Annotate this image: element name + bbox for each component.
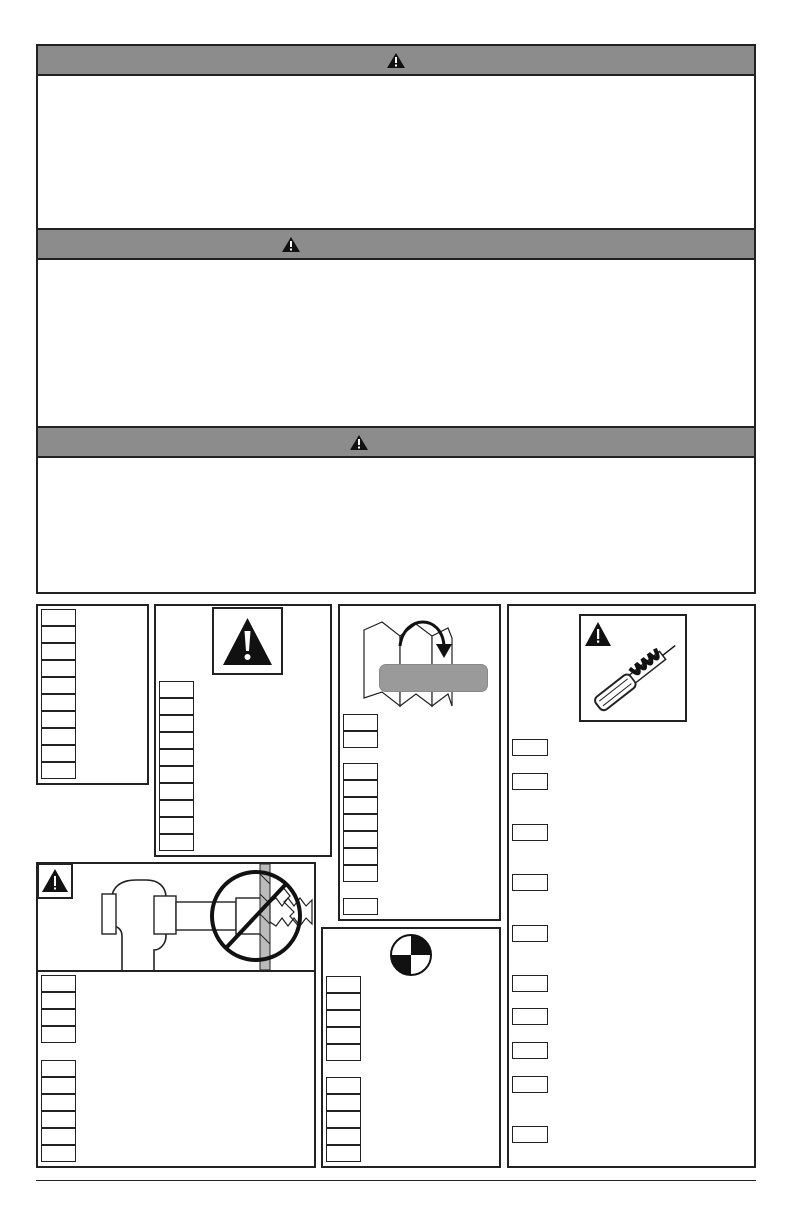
list-item-box	[159, 715, 194, 732]
list-item-box	[326, 993, 361, 1010]
warning-panel-3	[36, 426, 756, 594]
calibration-target-icon	[389, 933, 433, 977]
list-item-box	[343, 731, 378, 748]
list-item-box	[41, 1026, 76, 1043]
list-item-box	[159, 783, 194, 800]
warning-panel-2-header	[38, 230, 754, 260]
list-item-box	[512, 739, 548, 756]
list-item-box	[41, 992, 76, 1009]
list-item-box	[326, 1077, 361, 1094]
list-item-box	[512, 824, 548, 841]
list-item-box	[343, 898, 378, 915]
list-item-box	[41, 1128, 76, 1145]
list-item-box	[159, 817, 194, 834]
tool-illustration-frame	[579, 614, 687, 722]
list-item-box	[41, 1077, 76, 1094]
pipe-fitting-icon	[38, 864, 314, 970]
list-item-box	[512, 1008, 548, 1025]
list-item-box	[343, 797, 378, 814]
list-item-box	[512, 925, 548, 942]
warning-panel-1-header	[38, 46, 754, 76]
list-item-box	[41, 643, 76, 660]
list-item-box	[512, 1042, 548, 1059]
list-item-box	[343, 848, 378, 865]
list-item-box	[159, 766, 194, 783]
manual-booklet-icon	[356, 610, 492, 710]
list-item-box	[41, 711, 76, 728]
list-item-box	[326, 1145, 361, 1162]
list-item-box	[326, 1010, 361, 1027]
list-item-box	[41, 1060, 76, 1077]
footer-rule	[36, 1180, 756, 1181]
list-item-box	[41, 1094, 76, 1111]
list-item-box	[41, 626, 76, 643]
pipe-illustration	[36, 862, 316, 972]
warning-triangle-icon	[281, 236, 301, 253]
list-item-box	[326, 976, 361, 993]
list-item-box	[41, 728, 76, 745]
warning-triangle-icon	[386, 52, 406, 69]
list-item-box	[326, 1111, 361, 1128]
list-item-box	[159, 749, 194, 766]
list-item-box	[159, 698, 194, 715]
warning-sign-frame	[212, 607, 283, 675]
warning-triangle-icon	[349, 434, 369, 451]
warning-panel-3-header	[38, 428, 754, 458]
list-item-box	[41, 609, 76, 626]
warning-panel-1	[36, 44, 756, 230]
list-item-box	[41, 1111, 76, 1128]
list-item-box	[512, 874, 548, 891]
screwdriver-icon	[581, 616, 685, 720]
warning-panel-2	[36, 228, 756, 428]
list-item-box	[159, 681, 194, 698]
list-item-box	[512, 1126, 548, 1143]
list-item-box	[343, 831, 378, 848]
manual-label-bar	[379, 664, 488, 692]
list-item-box	[326, 1044, 361, 1061]
list-item-box	[41, 762, 76, 779]
list-item-box	[326, 1027, 361, 1044]
list-item-box	[41, 677, 76, 694]
list-item-box	[326, 1094, 361, 1111]
list-item-box	[41, 1145, 76, 1162]
list-item-box	[343, 763, 378, 780]
list-item-box	[343, 814, 378, 831]
warning-triangle-icon	[214, 609, 281, 673]
list-item-box	[159, 800, 194, 817]
list-item-box	[326, 1128, 361, 1145]
list-item-box	[41, 1009, 76, 1026]
list-item-box	[41, 975, 76, 992]
list-item-box	[343, 714, 378, 731]
list-item-box	[512, 773, 548, 790]
list-item-box	[512, 1076, 548, 1093]
list-item-box	[343, 865, 378, 882]
list-item-box	[41, 694, 76, 711]
list-item-box	[41, 660, 76, 677]
list-item-box	[159, 834, 194, 851]
list-item-box	[41, 745, 76, 762]
list-item-box	[343, 780, 378, 797]
list-item-box	[512, 975, 548, 992]
list-item-box	[159, 732, 194, 749]
